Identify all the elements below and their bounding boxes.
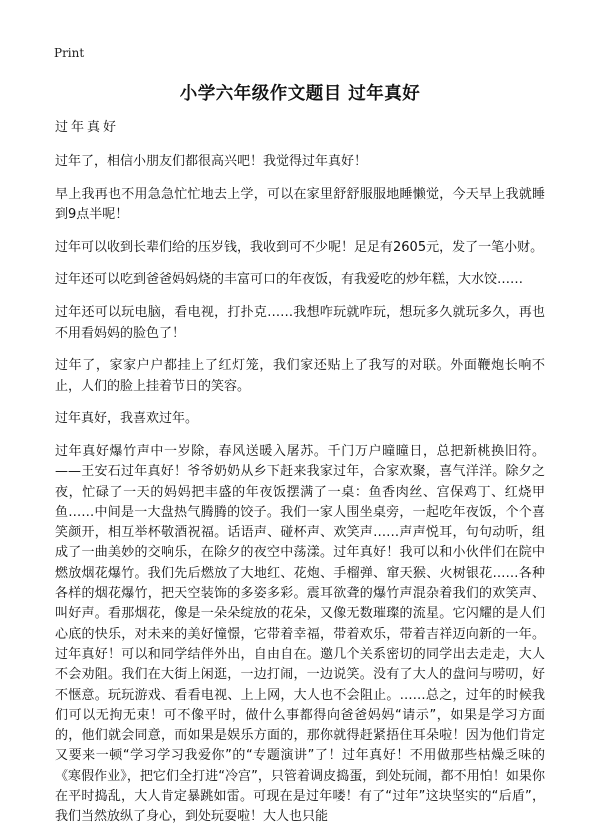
paragraph-4: 过年还可以吃到爸爸妈妈烧的丰富可口的年夜饭，有我爱吃的炒年糕，大水饺…… (55, 272, 524, 288)
paragraph-3: 过年可以收到长辈们给的压岁钱，我收到可不少呢！足足有2605元，发了一笔小财。 (55, 239, 544, 255)
page-title: 小学六年级作文题目 过年真好 (179, 84, 421, 104)
paragraph-long: 过年真好爆竹声中一岁除，春风送暖入屠苏。千门万户曈曈日，总把新桃换旧符。——王安石过年真好！爷爷奶奶从乡下赶来我家过年，合家欢聚，喜气洋洋。除夕之夜，忙碌了一天的妈妈把丰盛的年夜饭摆满了一桌：鱼香肉丝、宫保鸡丁、红烧甲鱼……中间是一大盘热气腾腾的饺子。我们一家人围坐桌旁，一起吃年夜饭，个个喜笑颜开，相互举杯敬酒祝福。话语声、碰杯声、欢笑声……声声悦耳，句句动听，组成了一曲美妙的交响乐，在除夕的夜空中荡漾。过年真好！我可以和小伙伴们在院中燃放烟花爆竹。我们先后燃放了大地红、花炮、手榴弹、窜天猴、火树银花……各种各样的烟花爆竹，把天空装饰的多姿多彩。震耳欲聋的爆竹声混杂着我们的欢笑声、叫好声。看那烟花，像是一朵朵绽放的花朵，又像无数璀璨的流星。它闪耀的是人们心底的快乐，对未来的美好憧憬，它带着幸福，带着欢乐，带着吉祥迈向新的一年。过年真好！可以和同学结伴外出，自由自在。邀几个关系密切的同学出去走走，大人不会劝阻。我们在大街上闲逛，一边打闹，一边说笑。没有了大人的盘问与唠叨，好不惬意。玩玩游戏、看看电视、上上网，大人也不会阻止。……总之，过年的时候我们可以无拘无束！可不像平时，做什么事都得向爸爸妈妈“请示”，如果是学习方面的，他们就会同意，而如果是娱乐方面的，那你就得赶紧捂住耳朵啦！因为他们肯定又要来一顿“学习学习我爱你”的“专题演讲”了！过年真好！不用做那些枯燥乏味的《寒假作业》，把它们全打进“冷宫”，只管着调皮捣蛋，到处玩闹，都不用怕！如果你在平时捣乱，大人肯定暴跳如雷。可现在是过年喽！有了“过年”这块坚实的“后盾”，我们当然放纵了身心，到处玩耍啦！大人也只能 (55, 443, 545, 825)
paragraph-2: 早上我再也不用急急忙忙地去上学，可以在家里舒舒服服地睡懒觉，今天早上我就睡到9点半呢！ (55, 186, 545, 223)
article-subtitle: 过年真好 (55, 120, 120, 135)
paragraph-5: 过年还可以玩电脑，看电视，打扑克……我想咋玩就咋玩，想玩多久就玩多久，再也不用看妈妈的脸色了！ (55, 304, 545, 341)
paragraph-7: 过年真好，我喜欢过年。 (55, 411, 199, 427)
paragraph-6: 过年了，家家户户都挂上了红灯笼，我们家还贴上了我写的对联。外面鞭炮长响不止，人们的脸上挂着节日的笑容。 (55, 358, 545, 394)
paragraph-1: 过年了，相信小朋友们都很高兴吧！我觉得过年真好！ (55, 154, 368, 169)
article-body (55, 118, 545, 828)
print-link[interactable]: Print (54, 46, 85, 60)
